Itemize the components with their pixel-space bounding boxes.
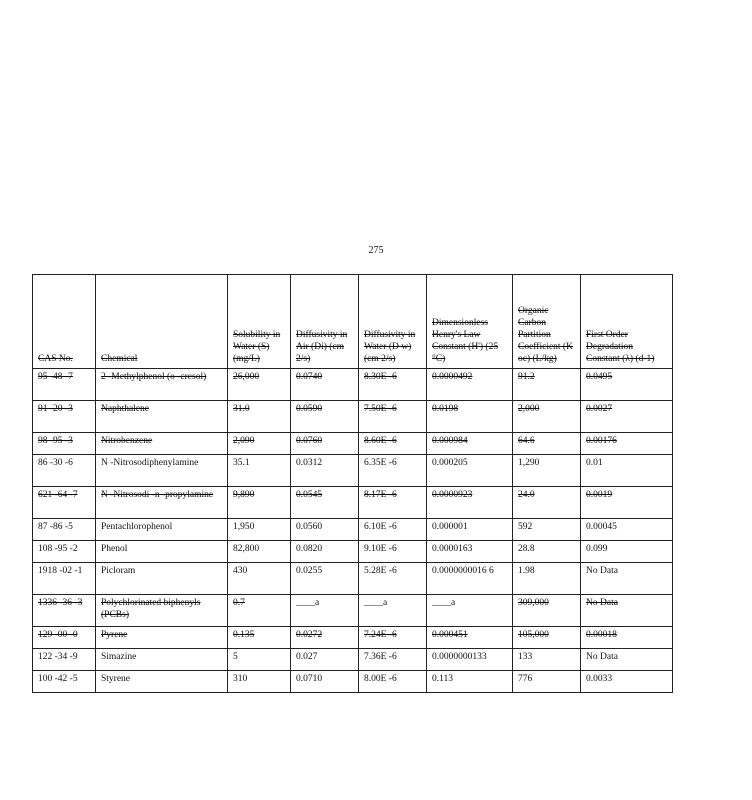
cell-solubility: 0.135 <box>228 627 291 649</box>
cell-diffusivity-water: 9.10E -6 <box>359 541 427 563</box>
page-number: 275 <box>368 245 384 256</box>
cell-diffusivity-water: 6.10E -6 <box>359 519 427 541</box>
header-diffusivity-air: Diffusivity in Air (Di) (cm 2/s) <box>291 275 359 369</box>
table-row <box>33 369 673 401</box>
table-row <box>33 563 673 595</box>
cell-chemical: Styrene <box>96 671 228 693</box>
header-koc: Organic Carbon Partition Coefficient (K oc) (L/kg) <box>513 275 581 369</box>
cell-chemical: Pyrene <box>96 627 228 649</box>
cell-lambda: 0.00176 <box>581 433 673 455</box>
cell-lambda: 0.0027 <box>581 401 673 433</box>
cell-koc: 105,000 <box>513 627 581 649</box>
cell-diffusivity-air: 0.0820 <box>291 541 359 563</box>
cell-lambda: 0.01 <box>581 455 673 487</box>
cell-henry: 0.000984 <box>427 433 513 455</box>
cell-solubility: 5 <box>228 649 291 671</box>
cell-diffusivity-water: 7.50E -6 <box>359 401 427 433</box>
cell-lambda: 0.0495 <box>581 369 673 401</box>
cell-diffusivity-air: 0.0560 <box>291 519 359 541</box>
cell-diffusivity-air: 0.0545 <box>291 487 359 519</box>
cell-henry: 0.0000163 <box>427 541 513 563</box>
cell-solubility: 0.7 <box>228 595 291 627</box>
table-row <box>33 433 673 455</box>
cell-solubility: 430 <box>228 563 291 595</box>
cell-cas: 100 -42 -5 <box>33 671 96 693</box>
cell-diffusivity-water: 7.24E -6 <box>359 627 427 649</box>
cell-chemical: Picloram <box>96 563 228 595</box>
cell-cas: 95 -48 -7 <box>33 369 96 401</box>
cell-lambda: 0.0033 <box>581 671 673 693</box>
cell-diffusivity-water: ____a <box>359 595 427 627</box>
cell-cas: 91 -20 -3 <box>33 401 96 433</box>
table-row <box>33 627 673 649</box>
cell-cas: 108 -95 -2 <box>33 541 96 563</box>
cell-henry: 0.0000492 <box>427 369 513 401</box>
cell-koc: 1,290 <box>513 455 581 487</box>
cell-lambda: No Data <box>581 563 673 595</box>
cell-cas: 1918 -02 -1 <box>33 563 96 595</box>
cell-henry: 0.0000000133 <box>427 649 513 671</box>
cell-diffusivity-water: 6.35E -6 <box>359 455 427 487</box>
table-row <box>33 595 673 627</box>
cell-henry: 0.0000923 <box>427 487 513 519</box>
cell-diffusivity-water: 8.30E -6 <box>359 369 427 401</box>
cell-chemical: Simazine <box>96 649 228 671</box>
cell-diffusivity-air: 0.0255 <box>291 563 359 595</box>
table-row <box>33 519 673 541</box>
cell-koc: 1.98 <box>513 563 581 595</box>
cell-chemical: N -Nitrosodi -n -propylamine <box>96 487 228 519</box>
cell-koc: 28.8 <box>513 541 581 563</box>
cell-solubility: 9,890 <box>228 487 291 519</box>
cell-chemical: Polychlorinated biphenyls (PCBs) <box>96 595 228 627</box>
header-cas-no: CAS No. <box>33 275 96 369</box>
cell-diffusivity-air: 0.0312 <box>291 455 359 487</box>
cell-diffusivity-air: 0.0760 <box>291 433 359 455</box>
cell-koc: 592 <box>513 519 581 541</box>
cell-cas: 1336 -36 -3 <box>33 595 96 627</box>
cell-lambda: 0.0019 <box>581 487 673 519</box>
table-row <box>33 541 673 563</box>
table-row <box>33 487 673 519</box>
cell-henry: 0.000205 <box>427 455 513 487</box>
cell-solubility: 310 <box>228 671 291 693</box>
cell-chemical: Nitrobenzene <box>96 433 228 455</box>
cell-lambda: 0.00045 <box>581 519 673 541</box>
cell-diffusivity-water: 8.60E -6 <box>359 433 427 455</box>
header-diffusivity-water: Diffusivity in Water (D w) (cm 2/s) <box>359 275 427 369</box>
cell-diffusivity-air: 0.0590 <box>291 401 359 433</box>
cell-chemical: Naphthalene <box>96 401 228 433</box>
cell-koc: 133 <box>513 649 581 671</box>
cell-cas: 87 -86 -5 <box>33 519 96 541</box>
chemical-properties-table <box>32 274 673 693</box>
cell-koc: 64.6 <box>513 433 581 455</box>
cell-koc: 91.2 <box>513 369 581 401</box>
table-header-row <box>33 275 673 369</box>
cell-solubility: 1,950 <box>228 519 291 541</box>
cell-koc: 309,000 <box>513 595 581 627</box>
cell-henry: ____a <box>427 595 513 627</box>
cell-diffusivity-air: 0.0710 <box>291 671 359 693</box>
cell-diffusivity-water: 8.00E -6 <box>359 671 427 693</box>
cell-diffusivity-water: 8.17E -6 <box>359 487 427 519</box>
cell-henry: 0.000001 <box>427 519 513 541</box>
cell-chemical: Pentachlorophenol <box>96 519 228 541</box>
cell-diffusivity-air: 0.027 <box>291 649 359 671</box>
table-row <box>33 671 673 693</box>
cell-koc: 776 <box>513 671 581 693</box>
header-solubility: Solubility in Water (S) (mg/L) <box>228 275 291 369</box>
cell-henry: 0.000451 <box>427 627 513 649</box>
cell-solubility: 82,800 <box>228 541 291 563</box>
header-henrys-constant: Dimensionless Henry's Law Constant (H') (25 °C) <box>427 275 513 369</box>
cell-lambda: 0.099 <box>581 541 673 563</box>
cell-solubility: 35.1 <box>228 455 291 487</box>
table-row <box>33 455 673 487</box>
cell-cas: 129 -00 -0 <box>33 627 96 649</box>
header-chemical: Chemical <box>96 275 228 369</box>
cell-diffusivity-air: 0.0272 <box>291 627 359 649</box>
cell-koc: 24.0 <box>513 487 581 519</box>
cell-henry: 0.113 <box>427 671 513 693</box>
cell-cas: 86 -30 -6 <box>33 455 96 487</box>
cell-solubility: 31.0 <box>228 401 291 433</box>
cell-lambda: No Data <box>581 649 673 671</box>
cell-lambda: 0.00018 <box>581 627 673 649</box>
cell-lambda: No Data <box>581 595 673 627</box>
header-degradation-constant: First Order Degradation Constant (λ) (d-1) <box>581 275 673 369</box>
cell-chemical: N -Nitrosodiphenylamine <box>96 455 228 487</box>
cell-diffusivity-air: 0.0740 <box>291 369 359 401</box>
cell-koc: 2,000 <box>513 401 581 433</box>
cell-diffusivity-water: 7.36E -6 <box>359 649 427 671</box>
cell-diffusivity-air: ____a <box>291 595 359 627</box>
cell-chemical: Phenol <box>96 541 228 563</box>
table-row <box>33 401 673 433</box>
table-row <box>33 649 673 671</box>
cell-henry: 0.0000000016 6 <box>427 563 513 595</box>
cell-cas: 98 -95 -3 <box>33 433 96 455</box>
cell-cas: 122 -34 -9 <box>33 649 96 671</box>
cell-henry: 0.0198 <box>427 401 513 433</box>
cell-chemical: 2 -Methylphenol (o -cresol) <box>96 369 228 401</box>
cell-solubility: 2,090 <box>228 433 291 455</box>
cell-solubility: 26,000 <box>228 369 291 401</box>
chemical-properties-table-container <box>32 274 655 693</box>
cell-diffusivity-water: 5.28E -6 <box>359 563 427 595</box>
cell-cas: 621 -64 -7 <box>33 487 96 519</box>
